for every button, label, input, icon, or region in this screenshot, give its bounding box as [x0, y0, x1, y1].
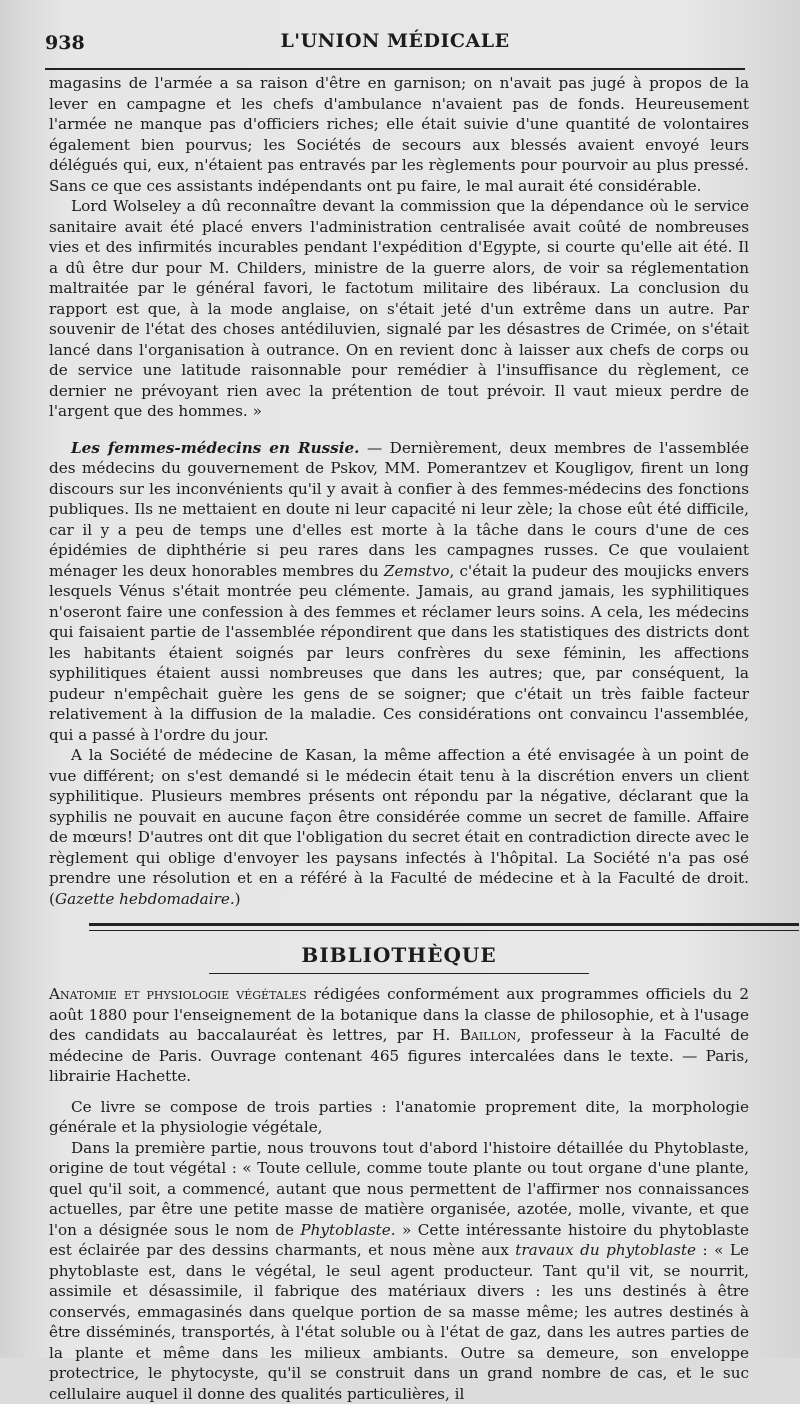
book-reference [49, 984, 749, 1087]
header-rule [45, 68, 745, 70]
review-text-c: : « Le phytoblaste est, dans le végétal, le seul agent producteur. Tant qu'il vit, se nourrit, assimile et désassimile, il fabrique des matériaux divers : les uns destinés à être conservés, emmagasinés dans quelque portion de sa masse même; les autres destinés à être disséminés, transportés, à l'état soluble ou à l'état de gaz, dans les autres parties de la plante et même dans les milieux ambiants. Outre sa demeure, son enveloppe protectrice, le phytocyste, qu'il se construit dans un grand nombre de cas, et le suc cellulaire auquel il donne des qualités particulières, il [49, 1241, 749, 1403]
phytoblaste-term: Phytoblaste. [300, 1221, 395, 1239]
page-number: 938 [45, 32, 85, 54]
russia-article-paragraph-1 [49, 438, 749, 746]
running-head: L'UNION MÉDICALE [45, 30, 745, 52]
zemstvo-term: Zemstvo [384, 562, 450, 580]
russia-article-paragraph-2 [49, 745, 749, 909]
continuation-paragraph-1: magasins de l'armée a sa raison d'être en garnison; on n'avait pas jugé à propos de la lever en campagne et les chefs d'ambulance n'avaient pas de fonds. Heureusement l'armée ne manque pas d'officiers riches; elle était suivie d'une quantité de volontaires également bien pourvus; les Sociétés de secours aux blessés avaient envoyé leurs délégués qui, eux, n'étaient pas entravés par les règlements pour pourvoir au plus pressé. Sans ce que ces assistants indépendants ont pu faire, le mal aurait été considérable. [49, 73, 749, 196]
section-title: BIBLIOTHÈQUE [49, 943, 749, 967]
continuation-paragraph-2: Lord Wolseley a dû reconnaître devant la commission que la dépendance où le service sanitaire avait été placé envers l'administration centralisée avait coûté de nombreuses vies et des infirmités incurables pendant l'expédition d'Egypte, si courte qu'elle ait été. Il a dû être dur pour M. Childers, ministre de la guerre alors, de voir sa réglementation maltraitée par le général favori, le factotum militaire des libéraux. La conclusion du rapport est que, à la mode anglaise, on s'était jeté d'un extrême dans un autre. Par souvenir de l'état des choses antédiluvien, signalé par les désastres de Crimée, on s'était lancé dans l'organisation à outrance. On en revient donc à laisser aux chefs de corps ou de service une latitude raisonnable pour remédier à l'insuffisance du règlement, ce dernier ne prévoyant rien avec la prétention de tout prévoir. Il vaut mieux perdre de l'argent que des hommes. » [49, 196, 749, 422]
russia-text-b: , c'était la pudeur des moujicks envers lesquels Vénus s'était montrée peu clémente. Jamais, au grand jamais, les syphilitiques n'oseront faire une confession à des femmes et réclamer leurs soins. A cela, les médecins qui faisaient partie de l'assemblée répondirent que dans les statistiques des districts dont les habitants étaient soignés par leurs confrères du sexe féminin, les affections syphilitiques étaient aussi nombreuses que dans les autres; que, par conséquent, la pudeur n'empêchait guère les gens de se soigner; que c'était un très faible facteur relativement à la diffusion de la maladie. Ces considérations ont convaincu l'assemblée, qui a passé à l'ordre du jour. [49, 562, 749, 744]
travaux-term: travaux du phytoblaste [515, 1241, 696, 1259]
book-title: Anatomie et physiologie végétales [49, 985, 307, 1003]
russia-text-a: — Dernièrement, deux membres de l'assemblée des médecins du gouvernement de Pskov, MM. Pomerantzev et Kougligov, firent un long discours sur les inconvénients qu'il y avait à confier à des femmes-médecins des fonctions publiques. Ils ne mettaient en doute ni leur capacité ni leur zèle; la chose eût été difficile, car il y a peu de temps une d'elles est morte à la tâche dans le cours d'une de ces épidémies de diphthérie si peu rares dans les campagnes russes. Ce que voulaient ménager les deux honorables membres du [49, 439, 749, 580]
russia-article-title: Les femmes-médecins en Russie. [71, 439, 359, 457]
book-author: H. Baillon [432, 1026, 516, 1044]
review-text-b: » Cette intéressante histoire du phytoblaste est éclairée par des dessins charmants, et nous mène aux [49, 1221, 749, 1260]
spacer [49, 1087, 749, 1097]
spacer [49, 422, 749, 438]
page-body [49, 73, 749, 1404]
book-desc-a: rédigées conformément aux programmes officiels du 2 août 1880 pour l'enseignement de la botanique dans la classe de philosophie, et à l'usage des candidats au baccalauréat ès lettres, par [49, 985, 749, 1044]
source-citation: Gazette hebdomadaire. [55, 890, 235, 908]
review-text-a: Dans la première partie, nous trouvons tout d'abord l'histoire détaillée du Phytoblaste, origine de tout végétal : « Toute cellule, comme toute plante ou tout organe d'une plante, quel qu'il soit, a commencé, autant que nous permettent de l'affirmer nos connaissances actuelles, par être une petite masse de matière organisée, azotée, molle, vivante, et que l'on a désignée sous le nom de [49, 1139, 749, 1239]
spacer [49, 974, 749, 984]
citation-close: ) [235, 890, 241, 908]
page-header [45, 28, 745, 58]
section-divider [89, 923, 799, 931]
review-paragraph-2 [49, 1138, 749, 1404]
kasan-text: A la Société de médecine de Kasan, la même affection a été envisagée à un point de vue différent; on s'est demandé si le médecin était tenu à la discrétion envers un client syphilitique. Plusieurs membres présents ont répondu par la négative, déclarant que la syphilis ne pouvait en aucune façon être considérée comme un secret de famille. Affaire de mœurs! D'autres ont dit que l'obligation du secret était en contradiction directe avec le règlement qui oblige d'envoyer les paysans infectés à l'hôpital. La Société n'a pas osé prendre une résolution et en a référé à la Faculté de médecine et à la Faculté de droit. ( [49, 746, 749, 908]
book-desc-b: , professeur à la Faculté de médecine de Paris. Ouvrage contenant 465 figures intercalées dans le texte. — Paris, librairie Hachette. [49, 1026, 749, 1085]
review-paragraph-1: Ce livre se compose de trois parties : l'anatomie proprement dite, la morphologie générale et la physiologie végétale, [49, 1097, 749, 1138]
